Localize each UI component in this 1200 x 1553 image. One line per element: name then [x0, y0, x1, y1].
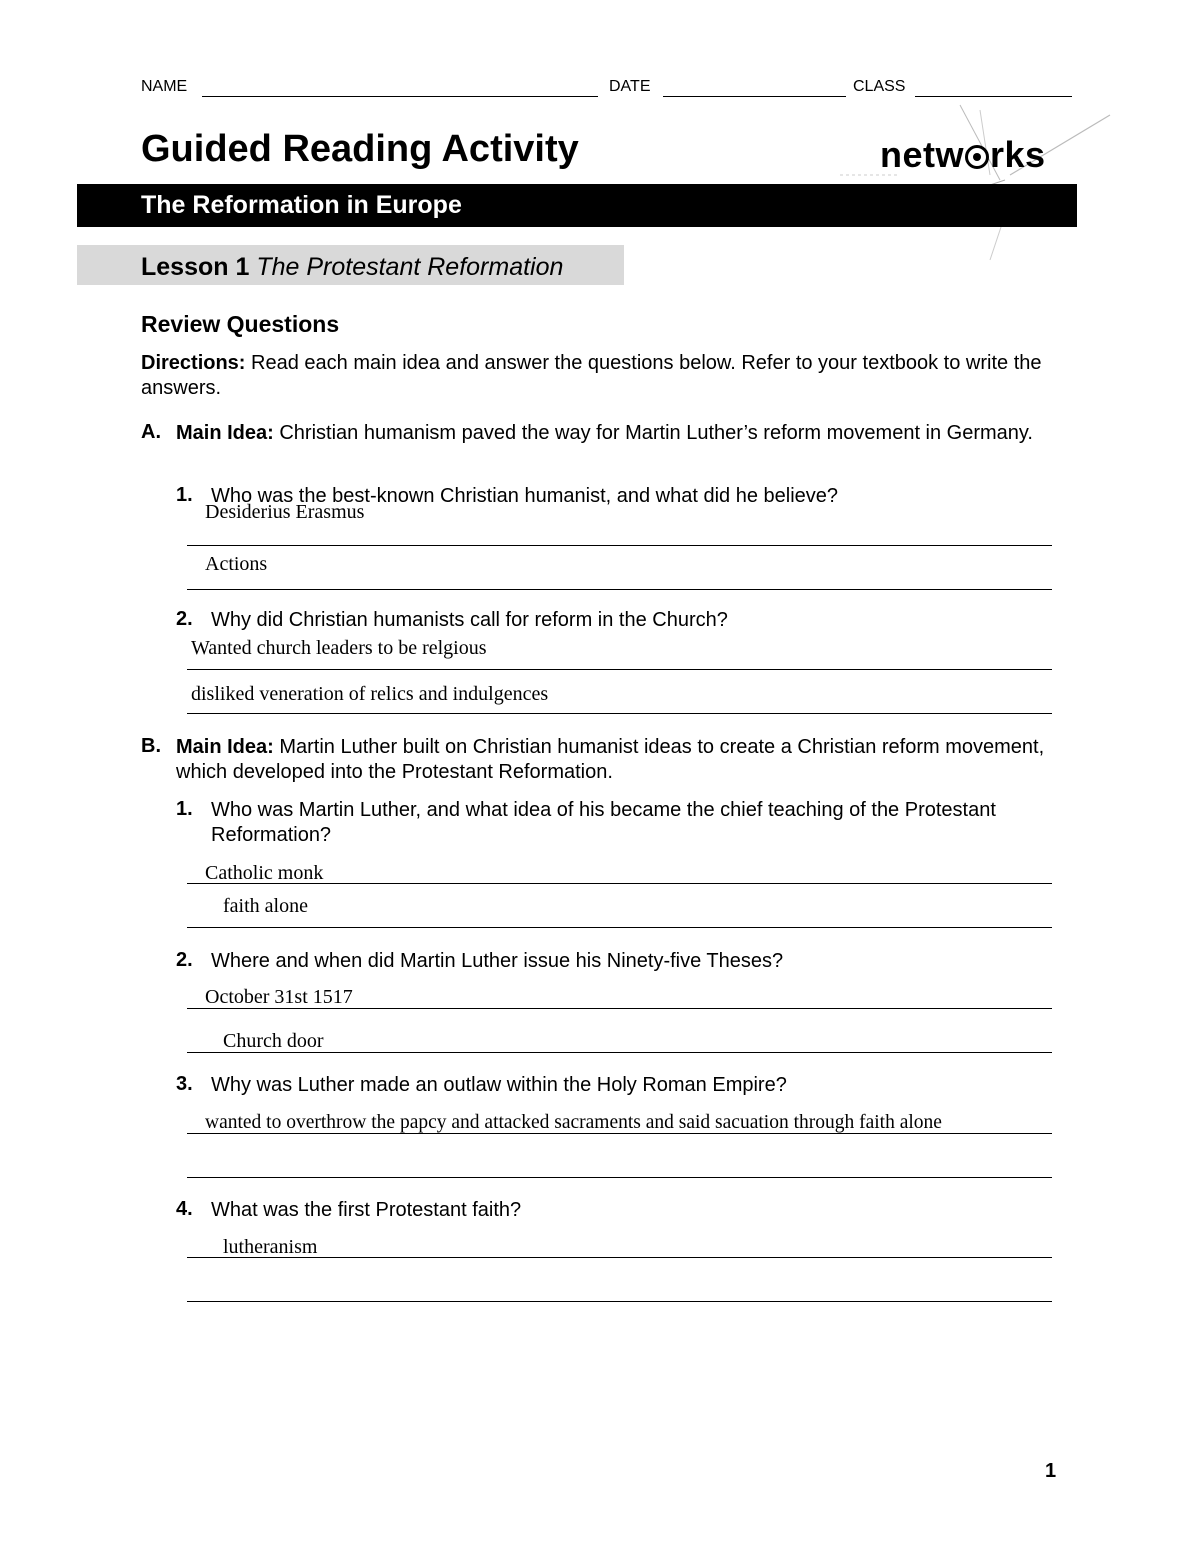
answer-line[interactable]	[187, 927, 1052, 928]
section-letter: A.	[141, 421, 161, 443]
answer-text: lutheranism	[223, 1236, 318, 1258]
answer-text: faith alone	[223, 895, 308, 917]
answer-text: Wanted church leaders to be relgious	[191, 637, 487, 659]
directions-label: Directions:	[141, 352, 246, 374]
section-letter: B.	[141, 735, 161, 757]
answer-text: Catholic monk	[205, 862, 324, 884]
answer-line[interactable]	[187, 713, 1052, 714]
main-idea	[176, 421, 1056, 446]
directions-text: Read each main idea and answer the questions below. Refer to your textbook to write the answers.	[141, 352, 1042, 399]
lesson-number: Lesson 1	[141, 253, 250, 281]
answer-text: Actions	[205, 553, 268, 575]
answer-text: Church door	[223, 1030, 324, 1052]
lesson-title	[141, 253, 563, 282]
lesson-name: The Protestant Reformation	[256, 253, 564, 281]
date-field[interactable]	[663, 96, 846, 97]
question-text: Why did Christian humanists call for reform in the Church?	[211, 609, 728, 631]
name-field[interactable]	[202, 96, 598, 97]
directions	[141, 351, 1061, 401]
date-label: DATE	[609, 78, 651, 95]
question-text: What was the first Protestant faith?	[211, 1199, 522, 1221]
answer-text: wanted to overthrow the papcy and attacked sacraments and said sacuation through faith alone	[205, 1112, 942, 1133]
answer-text: Desiderius Erasmus	[205, 501, 365, 523]
question-number: 1.	[176, 798, 193, 820]
class-label: CLASS	[853, 78, 906, 95]
answer-line[interactable]	[187, 1008, 1052, 1009]
question-number: 2.	[176, 949, 193, 971]
unit-title: The Reformation in Europe	[141, 191, 462, 219]
target-icon	[965, 145, 989, 169]
question-text: Who was Martin Luther, and what idea of his became the chief teaching of the Protestant Reformation?	[211, 799, 996, 846]
page-number: 1	[1045, 1460, 1057, 1482]
answer-line[interactable]	[187, 545, 1052, 546]
answer-line[interactable]	[187, 1052, 1052, 1053]
answer-line[interactable]	[187, 1301, 1052, 1302]
question-number: 2.	[176, 608, 193, 630]
question-text: Why was Luther made an outlaw within the Holy Roman Empire?	[211, 1074, 787, 1096]
answer-line[interactable]	[187, 669, 1052, 670]
question-number: 4.	[176, 1198, 193, 1220]
review-heading: Review Questions	[141, 311, 340, 337]
answer-line[interactable]	[187, 1177, 1052, 1178]
main-idea-label: Main Idea:	[176, 736, 274, 758]
question-number: 1.	[176, 484, 193, 506]
question-text: Where and when did Martin Luther issue his Ninety-five Theses?	[211, 950, 784, 972]
question-text: Who was the best-known Christian humanist, and what did he believe?	[211, 485, 839, 507]
question-number: 3.	[176, 1073, 193, 1095]
answer-line[interactable]	[187, 883, 1052, 884]
answer-text: October 31st 1517	[205, 986, 353, 1008]
main-idea-text: Christian humanism paved the way for Martin Luther’s reform movement in Germany.	[279, 422, 1033, 444]
class-field[interactable]	[915, 96, 1072, 97]
main-idea-text: Martin Luther built on Christian humanist ideas to create a Christian reform movement, which developed into the Protestant Reformation.	[176, 736, 1045, 783]
answer-text: disliked veneration of relics and indulgences	[191, 683, 549, 705]
name-label: NAME	[141, 78, 188, 95]
main-idea	[176, 735, 1056, 785]
answer-line[interactable]	[187, 1133, 1052, 1134]
answer-line[interactable]	[187, 589, 1052, 590]
networks-logo: netw rks	[880, 134, 1046, 175]
answer-line[interactable]	[187, 1257, 1052, 1258]
page-title: Guided Reading Activity	[141, 128, 579, 170]
main-idea-label: Main Idea:	[176, 422, 274, 444]
